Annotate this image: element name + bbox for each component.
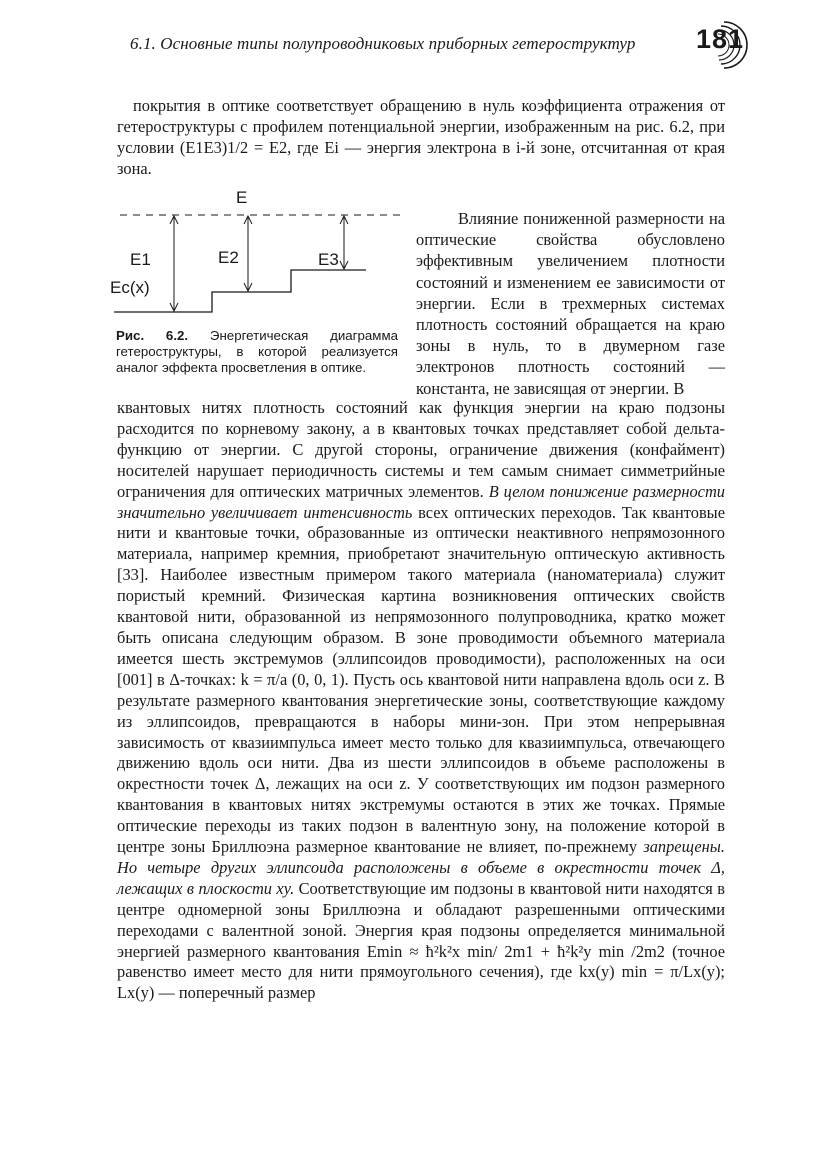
- top-paragraph: [117, 96, 725, 180]
- main-text-part3: всех оптических переходов. Так квантовые нити и квантовые точки, образованные из оптически неактивного непрямозонного материала, например кремния, приобретают значительную оптическую активность [33]. Наиболее известным примером такого материала (наноматериала) служит пористый кремний. Физическая картина возникновения оптических свойств квантовой нити, образованной из непрямозонного полупроводника, кратко может быть описана следующим образом. В зоне проводимости объемного материала имеется шесть экстремумов (эллипсоидов проводимости), расположенных на оси [001] в Δ-точках: k = π/a (0, 0, 1). Пусть ось квантовой нити направлена вдоль оси z. В результате размерного квантования энергетические зоны, соответствующие каждому из эллипсоидов, превращаются в наборы мини-зон. При этом непрерывная зависимость от квазиимпульса имеет место только для квазиимпульса, отвечающего движению вдоль оси нити. Два из шести эллипсоидов в объеме расположены в окрестности точек Δ, лежащих на оси z. У соответствующих им подзон размерного квантования в квантовых нитях экстремумы остаются в этих же точках. Прямые оптические переходы из таких подзон в валентную зону, на положение которой в центре зоны Бриллюэна размерное квантование не влияет, по-прежнему: [117, 502, 725, 857]
- main-text-emphasis-1: В целом понижение размерности значительно увеличивает интенсивность: [117, 481, 725, 522]
- figure-energy-diagram: [108, 186, 408, 396]
- figure-caption-label: Рис. 6.2.: [116, 328, 189, 343]
- conduction-band-profile: [114, 270, 366, 312]
- figure-caption-text: Энергетическая диаграмма гетероструктуры, в которой реализуется аналог эффекта просветления в оптике.: [116, 328, 398, 375]
- main-text-part1: квантовых нитях плотность состояний как функция энергии на краю подзоны расходится по корневому закону, а в квантовых точках представляет собой дельта-функцию от энергии. С другой стороны, ограничение движения (конфаймент) носителей нарушает периодичность системы и тем самым снимает симметрийные ограничения для оптических матричных элементов.: [117, 398, 725, 501]
- figure-label-e3: E3: [318, 250, 339, 269]
- figure-caption: [116, 328, 398, 376]
- main-paragraph: [117, 398, 725, 1004]
- side-paragraph-text: Влияние пониженной размерности на оптические свойства обусловлено эффективным увеличением плотности состояний и изменением ее зависимости от энергии. Если в трехмерных системах плотность состояний обращается на краю зоны в нуль, то в двумерном газе электронов плотность состояний — константа, не зависящая от энергии. В: [416, 209, 725, 398]
- main-text-emphasis-2: запрещены. Но четыре других эллипсоида расположены в объеме в окрестности точек Δ, лежащих в плоскости xy.: [117, 837, 725, 898]
- main-text-part5: Соответствующие им подзоны в квантовой нити находятся в центре одномерной зоны Бриллюэна и обладают разрешенными оптическими переходами с валентной зоной. Энергия края подзоны определяется минимальной энергией размерного квантования Emin ≈ ħ²k²x min/ 2m1 + ħ²k²y min /2m2 (точное равенство имеет место для нити прямоугольного сечения), где kx(y) min = π/Lx(y); Lx(y) — поперечный размер: [117, 878, 725, 1003]
- page-number: 181: [696, 24, 745, 54]
- side-paragraph: [416, 208, 725, 399]
- figure-label-e2: E2: [218, 248, 239, 267]
- figure-label-e1: E1: [130, 250, 151, 269]
- top-paragraph-text: покрытия в оптике соответствует обращению в нуль коэффициента отражения от гетероструктуры с профилем потенциальной энергии, изображенным на рис. 6.2, при условии (E1E3)1/2 = E2, где Ei — энергия электрона в i-й зоне, отсчитанная от края зона.: [117, 96, 725, 178]
- page-number-ornament-icon: [718, 20, 760, 70]
- main-body-text: [117, 398, 725, 1004]
- running-head-title: 6.1. Основные типы полупроводниковых приборных гетероструктур: [130, 34, 636, 53]
- figure-label-ec: Ec(x): [110, 278, 150, 297]
- running-header: [118, 20, 758, 70]
- figure-label-e: E: [236, 188, 248, 207]
- energy-diagram-svg: [108, 186, 408, 326]
